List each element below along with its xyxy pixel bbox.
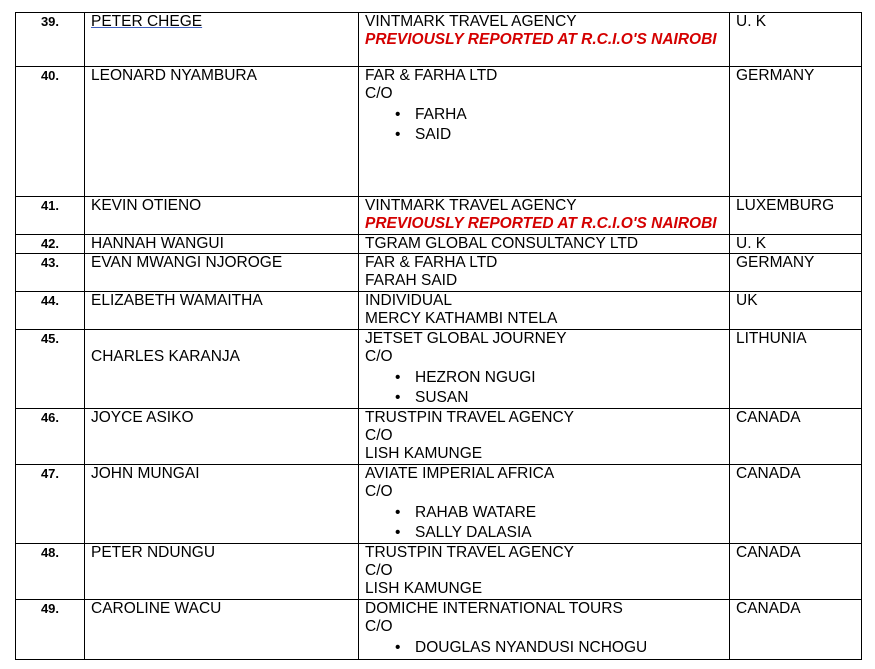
person-name: CAROLINE WACU <box>85 600 359 660</box>
row-number: 49. <box>16 600 85 660</box>
person-name: EVAN MWANGI NJOROGE <box>85 254 359 292</box>
agency-cell <box>359 600 730 660</box>
agency-cell <box>359 13 730 67</box>
agency-name: FAR & FARHA LTD <box>365 254 498 271</box>
country: UK <box>730 292 862 330</box>
row-number: 46. <box>16 409 85 465</box>
agency-name: TRUSTPIN TRAVEL AGENCY <box>365 409 575 426</box>
country: U. K <box>730 13 862 67</box>
table-row <box>16 292 862 330</box>
agency-name: TRUSTPIN TRAVEL AGENCY <box>365 544 575 561</box>
agency-name: TGRAM GLOBAL CONSULTANCY LTD <box>359 235 730 254</box>
bullet-icon: • <box>395 389 401 406</box>
contact-item: • SUSAN <box>395 389 469 406</box>
table-row <box>16 13 862 67</box>
table-row <box>16 235 862 254</box>
agency-cell <box>359 197 730 235</box>
bullet-icon: • <box>395 504 401 521</box>
country: CANADA <box>730 409 862 465</box>
agency-cell <box>359 292 730 330</box>
country: CANADA <box>730 465 862 544</box>
row-number: 45. <box>16 330 85 409</box>
bullet-icon: • <box>395 639 401 656</box>
contact-name: FARAH SAID <box>365 272 458 289</box>
table-row <box>16 409 862 465</box>
person-name-text: PETER CHEGE <box>91 13 203 30</box>
agency-cell <box>359 254 730 292</box>
agency-cell <box>359 465 730 544</box>
table-row <box>16 254 862 292</box>
country: GERMANY <box>730 254 862 292</box>
contact-list <box>365 503 723 543</box>
bullet-icon: • <box>395 369 401 386</box>
table-row <box>16 67 862 197</box>
country: CANADA <box>730 600 862 660</box>
agency-name: VINTMARK TRAVEL AGENCY <box>365 197 577 214</box>
country: LITHUNIA <box>730 330 862 409</box>
bullet-icon: • <box>395 126 401 143</box>
previous-report-note: PREVIOUSLY REPORTED AT R.C.I.O'S NAIROBI <box>365 31 717 48</box>
table-row <box>16 544 862 600</box>
row-number: 43. <box>16 254 85 292</box>
agency-name: JETSET GLOBAL JOURNEY <box>365 330 567 347</box>
care-of-label: C/O <box>365 85 393 102</box>
contact-name: MERCY KATHAMBI NTELA <box>365 310 558 327</box>
contact-item: • RAHAB WATARE <box>395 504 537 521</box>
contact-item: • SAID <box>395 126 452 143</box>
agency-cell <box>359 544 730 600</box>
agency-cell <box>359 409 730 465</box>
row-number: 41. <box>16 197 85 235</box>
records-table <box>15 12 862 660</box>
country: CANADA <box>730 544 862 600</box>
care-of-label: C/O <box>365 562 393 579</box>
table-row <box>16 465 862 544</box>
person-name: KEVIN OTIENO <box>85 197 359 235</box>
person-name-text: CHARLES KARANJA <box>91 348 241 365</box>
contact-item: • FARHA <box>395 106 467 123</box>
table-row <box>16 600 862 660</box>
contact-name: LISH KAMUNGE <box>365 445 483 462</box>
contact-name: LISH KAMUNGE <box>365 580 483 597</box>
agency-name: INDIVIDUAL <box>365 292 452 309</box>
country: GERMANY <box>730 67 862 197</box>
row-number: 48. <box>16 544 85 600</box>
country: LUXEMBURG <box>730 197 862 235</box>
contact-item: • SALLY DALASIA <box>395 524 532 541</box>
agency-cell <box>359 330 730 409</box>
table-row <box>16 330 862 409</box>
row-number: 44. <box>16 292 85 330</box>
contact-list <box>365 368 723 408</box>
person-name: PETER NDUNGU <box>85 544 359 600</box>
agency-name: DOMICHE INTERNATIONAL TOURS <box>365 600 623 617</box>
bullet-icon: • <box>395 524 401 541</box>
agency-name: FAR & FARHA LTD <box>365 67 498 84</box>
agency-name: VINTMARK TRAVEL AGENCY <box>365 13 577 30</box>
row-number: 47. <box>16 465 85 544</box>
care-of-label: C/O <box>365 427 393 444</box>
care-of-label: C/O <box>365 618 393 635</box>
person-name: ELIZABETH WAMAITHA <box>85 292 359 330</box>
contact-item: • DOUGLAS NYANDUSI NCHOGU <box>395 639 648 656</box>
care-of-label: C/O <box>365 348 393 365</box>
person-name: JOHN MUNGAI <box>85 465 359 544</box>
contact-list <box>365 638 723 658</box>
agency-cell <box>359 67 730 197</box>
person-name: LEONARD NYAMBURA <box>85 67 359 197</box>
person-name: JOYCE ASIKO <box>85 409 359 465</box>
person-name: HANNAH WANGUI <box>85 235 359 254</box>
bullet-icon: • <box>395 106 401 123</box>
country: U. K <box>730 235 862 254</box>
row-number: 40. <box>16 67 85 197</box>
row-number: 42. <box>16 235 85 254</box>
person-name <box>85 13 359 67</box>
person-name <box>85 330 359 409</box>
previous-report-note: PREVIOUSLY REPORTED AT R.C.I.O'S NAIROBI <box>365 215 717 232</box>
contact-item: • HEZRON NGUGI <box>395 369 536 386</box>
agency-name: AVIATE IMPERIAL AFRICA <box>365 465 555 482</box>
care-of-label: C/O <box>365 483 393 500</box>
table-row <box>16 197 862 235</box>
contact-list <box>365 105 723 145</box>
row-number: 39. <box>16 13 85 67</box>
